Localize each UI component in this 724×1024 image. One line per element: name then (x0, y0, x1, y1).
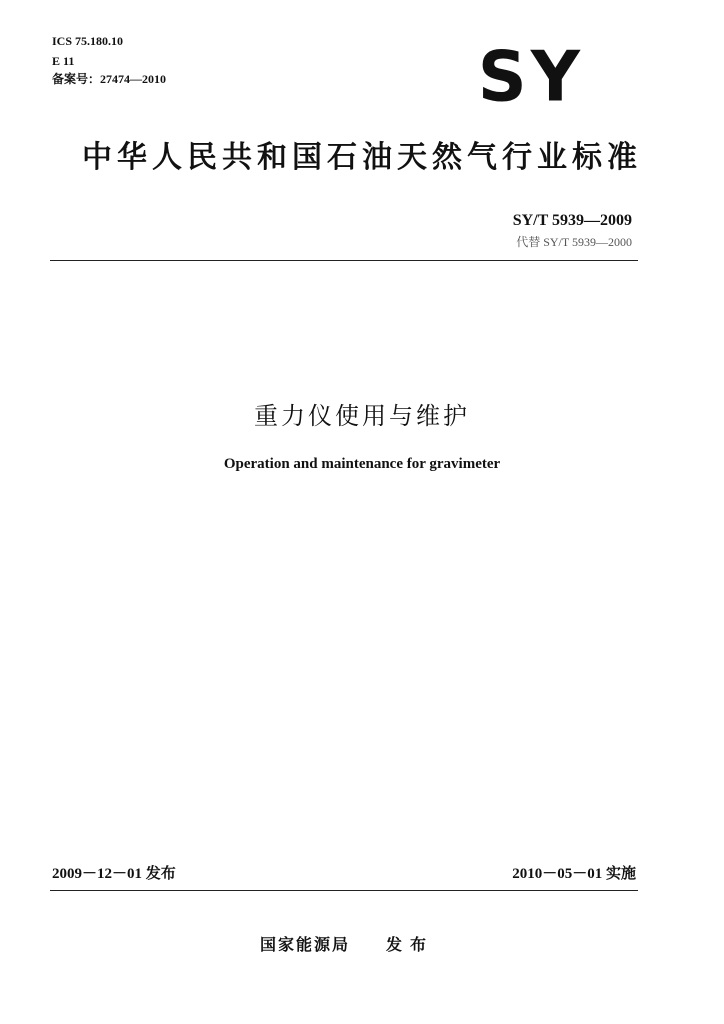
document-title-english: Operation and maintenance for gravimeter (223, 456, 501, 472)
classification-code: E 11 (52, 54, 75, 68)
standard-number: SY/T 5939—2009 (512, 212, 632, 229)
bottom-divider (50, 890, 638, 891)
standard-title: 中华人民共和国石油天然气行业标准 (82, 140, 642, 175)
replaces-standard: 代替 SY/T 5939—2000 (516, 235, 632, 249)
top-divider (50, 260, 638, 261)
document-title-chinese: 重力仪使用与维护 (254, 402, 470, 430)
publish-label: 发布 (386, 935, 435, 954)
registration-number: 备案号：27474—2010 (52, 72, 167, 86)
issue-date: 2009－12－01 发布 (52, 866, 176, 882)
ics-code: ICS 75.180.10 (52, 34, 124, 48)
publisher-name: 国家能源局 (260, 935, 351, 954)
implementation-date: 2010－05－01 实施 (512, 866, 636, 882)
sy-logo: SY (477, 37, 584, 118)
